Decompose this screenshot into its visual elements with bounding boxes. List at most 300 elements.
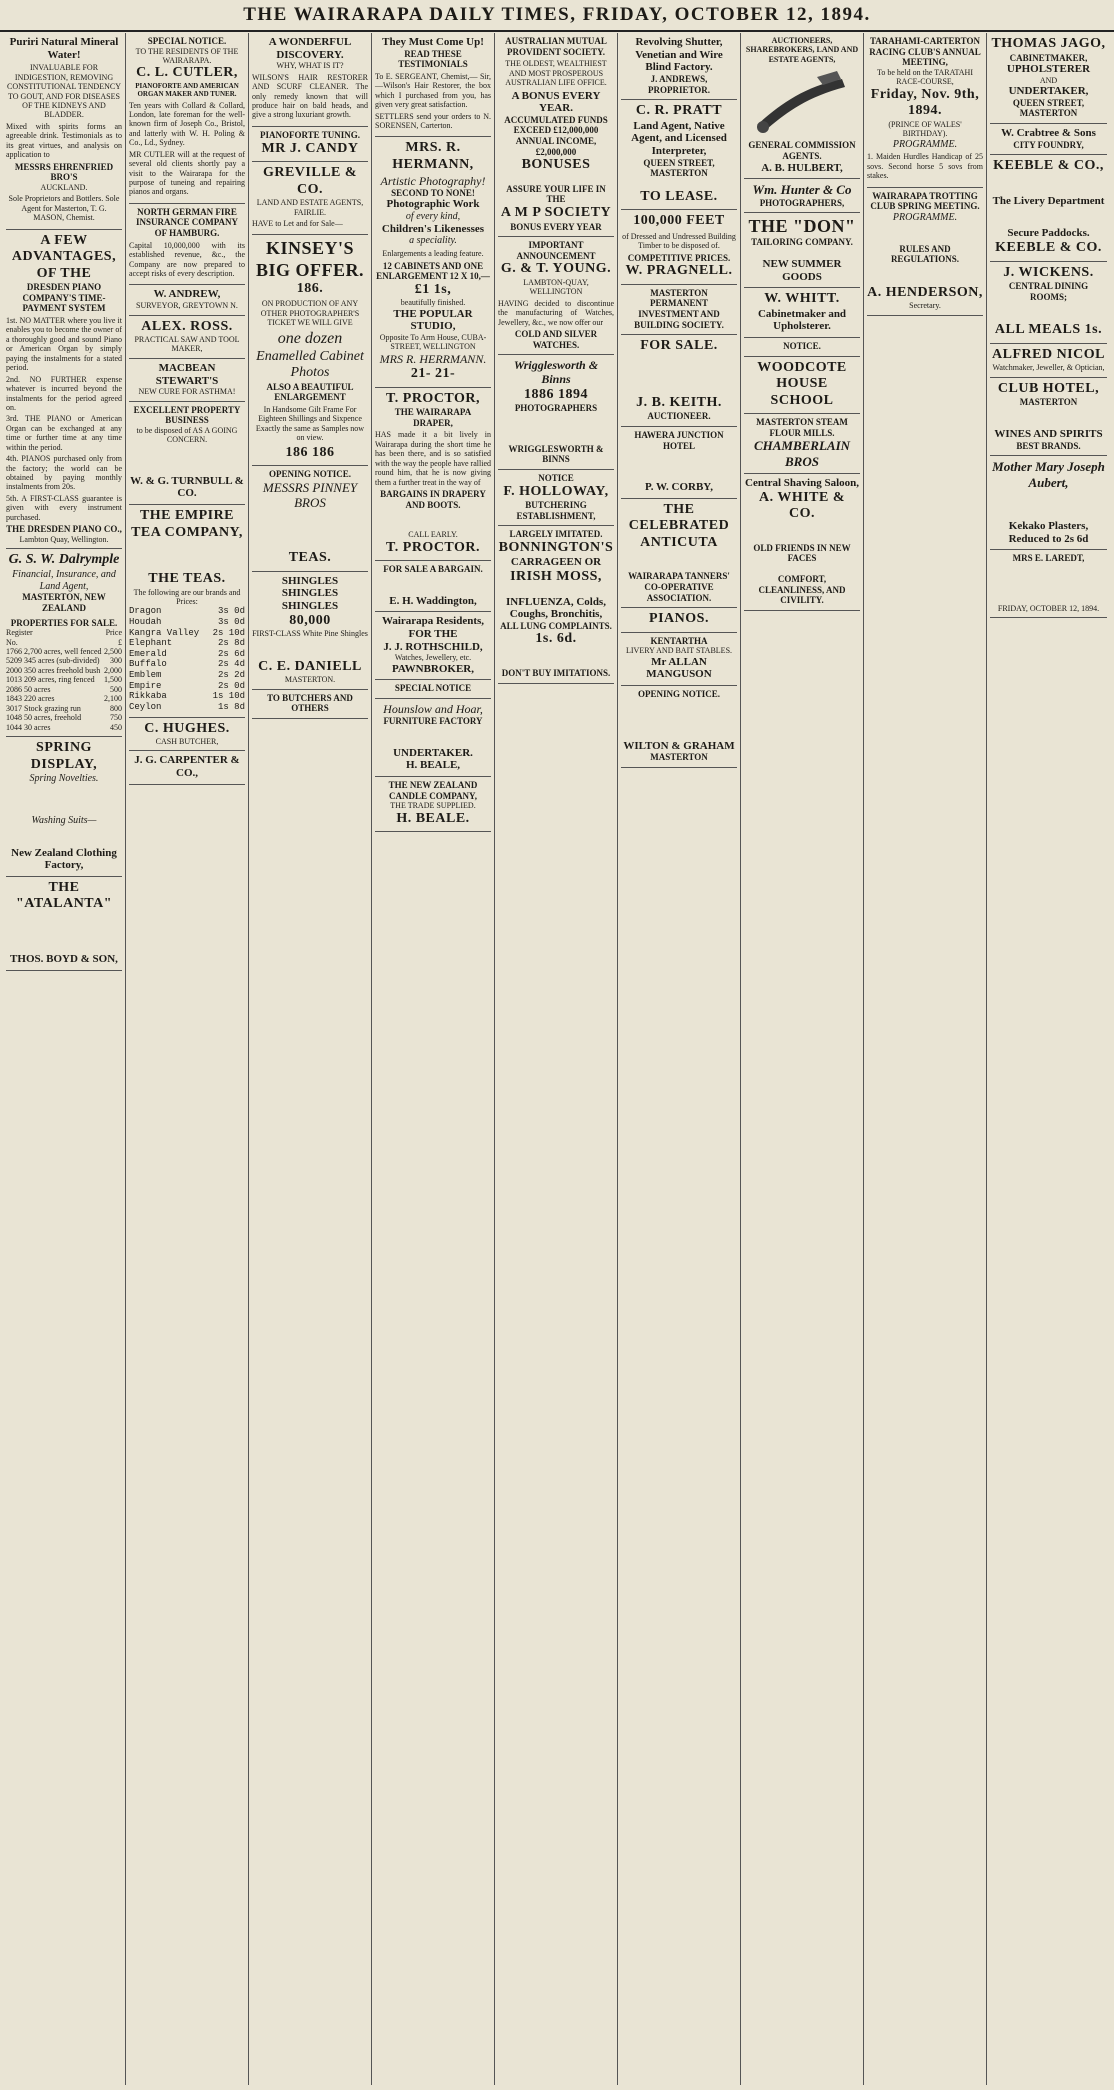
atalanta-ad: [6, 877, 122, 971]
ad-price: £1 1s,: [414, 281, 452, 297]
property-row-label: 2086 50 acres: [6, 684, 51, 694]
ad-subheading: CENTRAL DINING ROOMS;: [1008, 281, 1089, 302]
ad-heading: A WONDERFUL DISCOVERY.: [268, 36, 352, 61]
ad-subheading: to be disposed of AS A GOING CONCERN.: [136, 425, 238, 445]
studio-address: Opposite To Arm House, CUBA-STREET, WELLINGTON: [379, 333, 487, 352]
ross-ad: [129, 316, 245, 359]
hunter-ad: [744, 179, 860, 213]
ad-text: 5th. A FIRST-CLASS guarantee is given with every instrument purchased.: [6, 493, 122, 522]
ad-heading: AUSTRALIAN MUTUAL PROVIDENT SOCIETY.: [505, 36, 607, 57]
proctor-ad: [375, 388, 491, 562]
ad-text: beautifully finished.: [400, 298, 466, 308]
ad-heading: AUCTIONEERS, SHAREBROKERS, LAND AND ESTATE AGENTS,: [745, 36, 859, 64]
ad-and: AND: [1039, 75, 1058, 85]
column-4: [372, 33, 495, 2085]
ad-assure: ASSURE YOUR LIFE IN THE: [506, 183, 606, 205]
washing-suits: Washing Suits—: [31, 814, 97, 826]
masthead-title: THE WAIRARAPA DAILY TIMES, FRIDAY, OCTOBER 12, 1894.: [243, 4, 871, 25]
property-row-label: 1048 50 acres, freehold: [6, 713, 82, 723]
ad-subheading: Artistic Photography!: [380, 173, 486, 188]
hughes-ad: [129, 718, 245, 752]
ad-cures: ALL LUNG COMPLAINTS.: [500, 620, 612, 631]
tea-price-row-value: 2s 0d: [217, 680, 245, 691]
property-row: [6, 704, 122, 713]
ad-heading: PIANOFORTE TUNING.: [259, 129, 361, 140]
ad-society: A M P SOCIETY: [500, 204, 612, 220]
tea-price-row: [129, 659, 245, 670]
wrigglesworth-ad: [498, 355, 614, 470]
ad-heading: PIANOS.: [649, 611, 709, 627]
ad-heading: MACBEAN STEWART'S: [155, 361, 219, 387]
tea-price-row-label: Rikkaba: [129, 691, 167, 702]
ad-text: SETTLERS send your orders to N. SORENSEN, Carterton.: [375, 111, 491, 131]
ad-trade: PAWNBROKER,: [392, 662, 474, 675]
ad-heading: TO BUTCHERS AND OTHERS: [267, 692, 353, 714]
dalrymple-ad: [6, 549, 122, 737]
ad-name: J. B. KEITH.: [636, 394, 722, 410]
column-7: [741, 33, 864, 2085]
ad-heading: Puriri Natural Mineral Water!: [9, 36, 119, 61]
clothing-factory: New Zealand Clothing Factory,: [11, 846, 117, 872]
property-row-value: 2,100: [104, 694, 122, 704]
property-row-label: No.: [6, 637, 18, 647]
property-row-label: 3017 Stock grazing run: [6, 703, 81, 713]
ad-quantity: 80,000: [289, 612, 331, 628]
company-place: Lambton Quay, Wellington.: [19, 534, 109, 544]
ad-name: A. WHITE & CO.: [758, 489, 846, 522]
ad-subheading: LAND AND ESTATE AGENTS, FAIRLIE.: [256, 198, 364, 217]
candle-ad: [375, 777, 491, 832]
page-footer-date: FRIDAY, OCTOBER 12, 1894.: [997, 603, 1100, 613]
ad-heading: FOR SALE A BARGAIN.: [383, 564, 483, 575]
ad-slogan: SECOND TO NONE!: [391, 187, 475, 198]
ad-heading: J. G. CARPENTER & CO.,: [134, 754, 240, 780]
ad-funds: ACCUMULATED FUNDS EXCEED £12,000,000: [504, 114, 608, 136]
ad-heading: FOR SALE.: [640, 338, 718, 354]
ad-heading: OPENING NOTICE.: [268, 469, 351, 480]
ad-subheading: CARRAGEEN OR: [510, 556, 602, 569]
ad-heading: GREVILLE & CO.: [262, 165, 358, 197]
shutter-factory-ad: [621, 33, 737, 100]
ad-name: G. & T. YOUNG.: [500, 261, 612, 277]
ad-heading: Central Shaving Saloon,: [745, 477, 859, 490]
kinsey-ad: [252, 235, 368, 466]
ad-name: A. B. HULBERT,: [761, 161, 843, 174]
teas-label: The following are our brands and Prices:: [133, 587, 241, 606]
programme-heading: PROGRAMME.: [892, 211, 958, 223]
ad-offer: one dozen: [277, 329, 343, 347]
ad-trade: AUCTIONEER.: [647, 411, 711, 422]
ad-place: LAMBTON-QUAY, WELLINGTON: [523, 277, 589, 297]
ad-heading: Mother Mary Joseph Aubert,: [992, 459, 1105, 490]
ad-subheading: A BONUS EVERY YEAR.: [511, 89, 601, 115]
shaving-saloon-ad: [744, 474, 860, 611]
ad-text: 3rd. THE PIANO or American Organ can be exchanged at any time or further time at any time within the period.: [6, 414, 122, 452]
ad-trade: PHOTOGRAPHERS: [514, 403, 598, 414]
crabtree-ad: [990, 124, 1107, 155]
ad-heading: THE CELEBRATED ANTICUTA: [628, 501, 730, 550]
ad-price-line: 12 CABINETS AND ONE ENLARGEMENT 12 X 10,—: [376, 260, 490, 282]
ad-number: 21- 21-: [410, 366, 456, 382]
north-german-ad: [129, 204, 245, 286]
ad-offer: ALSO A BEAUTIFUL ENLARGEMENT: [266, 381, 354, 403]
newspaper-columns: [3, 33, 1110, 2085]
ad-text: HAS made it a bit lively in Wairarapa during the short time he has been there, and is so satisfied with the way the people have rallied round him, that he is now giving them a further treat in the way of: [375, 430, 491, 487]
rothschild-ad: [375, 612, 491, 680]
ad-name: C. L. CUTLER,: [136, 65, 238, 81]
ad-offer: BARGAINS IN DRAPERY AND BOOTS.: [380, 488, 486, 510]
trotting-club-ad: [867, 188, 983, 316]
ad-name: MESSRS PINNEY BROS: [262, 479, 358, 510]
property-row: [6, 723, 122, 732]
ad-heading: W. Crabtree & Sons: [1001, 127, 1096, 140]
ad-heading: HAWERA JUNCTION HOTEL: [634, 429, 724, 451]
puriri-water-ad: [6, 33, 122, 230]
tea-price-row: [129, 670, 245, 681]
ad-subheading: THE TRADE SUPPLIED.: [390, 801, 476, 811]
cutler-ad: [129, 33, 245, 204]
ad-heading: SPECIAL NOTICE.: [147, 36, 227, 46]
company-name: THE DRESDEN PIANO CO.,: [6, 524, 122, 535]
column-6: [618, 33, 741, 2085]
ad-text: WILSON'S HAIR RESTORER AND SCURF CLEANER. The only remedy known that will produce hair on bald heads, and give a strong luxuriant growth.: [252, 72, 368, 120]
ad-offer: BEST BRANDS.: [1016, 440, 1081, 451]
tea-price-row: [129, 691, 245, 702]
tea-price-row-label: Dragon: [129, 606, 162, 617]
ad-subheading: Watches, Jewellery, etc.: [394, 653, 472, 663]
ad-heading: EXCELLENT PROPERTY BUSINESS: [133, 404, 241, 426]
ad-name: WILTON & GRAHAM: [623, 739, 735, 752]
ad-trade: UNDERTAKER.: [393, 746, 473, 759]
ad-heading: MRS. R. HERMANN,: [392, 140, 474, 172]
ad-heading: LARGELY IMITATED.: [509, 529, 603, 540]
ad-text: Ten years with Collard & Collard, London, late foreman for the well-known firm of Joseph Co., Bristol, and latterly with W. H. Poling & Co., Ld., Sydney.: [129, 100, 245, 148]
ad-subheading: Watchmaker, Jeweller, & Optician,: [992, 363, 1105, 373]
ad-trade: UPHOLSTERER: [1006, 63, 1091, 76]
property-row-label: Register: [6, 628, 33, 638]
carpenter-ad: [129, 751, 245, 784]
ad-subheading: READ THESE TESTIMONIALS: [398, 48, 468, 70]
ad-bonus: BONUS EVERY YEAR: [510, 221, 602, 232]
tea-price-row-value: 2s 8d: [217, 638, 245, 649]
newspaper-masthead: [0, 0, 1114, 32]
property-row: [6, 656, 122, 665]
column-8: [864, 33, 987, 2085]
ad-number: 186 186: [285, 444, 335, 460]
proprietor: MRS R. HERRMANN.: [379, 351, 487, 366]
pinney-ad: [252, 466, 368, 572]
ad-subheading: CASH BUTCHER,: [155, 737, 219, 747]
property-row-label: 1013 209 acres, ring fenced: [6, 675, 95, 685]
tea-price-row: [129, 617, 245, 628]
ad-heading: SPECIAL NOTICE: [394, 683, 472, 694]
timber-ad: [621, 210, 737, 285]
ad-name: W. PRAGNELL.: [625, 263, 733, 279]
ad-heading: W. ANDREW,: [153, 288, 221, 301]
ad-heading: SHINGLES: [281, 600, 339, 613]
ad-subheading: Land Agent, Native Agent, and Licensed Interpreter,: [631, 119, 727, 157]
tea-price-row-label: Elephant: [129, 638, 173, 649]
ad-heading: KEEBLE & CO.,: [993, 158, 1104, 174]
ad-years: 1886 1894: [524, 386, 588, 402]
hair-restorer-ad: [252, 33, 368, 127]
tea-price-row: [129, 638, 245, 649]
ad-proprietor: P. W. CORBY,: [645, 481, 713, 494]
ad-heading: THE NEW ZEALAND CANDLE COMPANY,: [388, 780, 478, 801]
property-row-label: 1843 220 acres: [6, 694, 55, 704]
ad-subheading: FURNITURE FACTORY: [383, 716, 483, 727]
tea-price-row-value: 1s 10d: [212, 691, 245, 702]
ad-signature: T. PROCTOR.: [385, 539, 481, 555]
empire-tea-ad: [129, 505, 245, 718]
ad-heading: THE "ATALANTA": [16, 879, 112, 912]
young-ad: [498, 237, 614, 355]
property-row-value: 800: [110, 703, 122, 713]
ad-subheading: THE WAIRARAPA DRAPER,: [394, 407, 472, 428]
property-business-ad: [129, 402, 245, 505]
property-row: [6, 713, 122, 722]
ad-place: MASTERTON: [1019, 397, 1078, 408]
tea-price-row-label: Kangra Valley: [129, 627, 200, 638]
ad-text: ON PRODUCTION OF ANY OTHER PHOTOGRAPHER'S TICKET WE WILL GIVE: [260, 299, 360, 328]
ad-slogan: COMFORT, CLEANLINESS, AND CIVILITY.: [758, 573, 846, 606]
ad-subheading: LIVERY AND BAIT STABLES.: [625, 646, 733, 656]
ad-heading: Revolving Shutter, Venetian and Wire Blind Factory.: [635, 36, 723, 74]
property-row: [6, 685, 122, 694]
ad-slogan: OLD FRIENDS IN NEW FACES: [753, 542, 851, 564]
don-tailoring-ad: [744, 213, 860, 288]
ad-subheading: FIRST-CLASS White Pine Shingles: [252, 629, 368, 639]
ad-name: MR J. CANDY: [261, 140, 359, 156]
ad-heading: NORTH GERMAN FIRE INSURANCE COMPANY OF HAMBURG.: [135, 206, 239, 239]
club-hotel-ad: [990, 378, 1107, 456]
agent-name: MESSRS EHRENFRIED BRO'S: [14, 161, 114, 183]
sole-agent: Sole Proprietors and Bottlers. Sole Agent for Masterton, T. G. MASON, Chemist.: [8, 194, 120, 223]
column-9: [987, 33, 1110, 2085]
ad-heading: ALEX. ROSS.: [141, 318, 233, 334]
ad-heading: THOMAS JAGO,: [991, 36, 1106, 51]
ad-subheading: PRACTICAL SAW AND TOOL MAKER,: [134, 335, 240, 354]
ad-text: 4th. PIANOS purchased only from the factory; the world can be obtained by paying monthly instalments from 20s.: [6, 454, 122, 492]
hermann-photography-ad: [375, 137, 491, 387]
tea-price-row-label: Emerald: [129, 648, 167, 659]
column-2: [126, 33, 249, 2085]
property-row-value: 300: [110, 656, 122, 666]
ad-heading: IMPORTANT ANNOUNCEMENT: [516, 240, 596, 261]
tea-price-row-label: Buffalo: [129, 659, 167, 670]
ad-offer: COLD AND SILVER WATCHES.: [514, 329, 598, 350]
properties-heading: PROPERTIES FOR SALE.: [10, 617, 118, 628]
property-row: [6, 694, 122, 703]
ad-heading: G. S. W. Dalrymple: [8, 552, 120, 568]
hounslow-ad: [375, 699, 491, 777]
ad-subheading: Financial, Insurance, and Land Agent,: [12, 568, 116, 592]
ad-text: CALL EARLY.: [408, 530, 458, 540]
ad-subheading: NEW CURE FOR ASTHMA!: [138, 387, 236, 397]
ad-text: Capital 10,000,000 with its established revenue, &c., the Company are now prepared to accept risks of every description.: [129, 240, 245, 279]
irish-moss-ad: [498, 526, 614, 683]
pratt-ad: [621, 100, 737, 210]
jago-ad: [990, 33, 1107, 124]
laredt-ad: [990, 550, 1107, 618]
ad-lease: TO LEASE.: [640, 188, 718, 204]
ad-heading: J. WICKENS.: [1003, 264, 1094, 280]
ad-trade: PIANOFORTE AND AMERICAN ORGAN MAKER AND TUNER.: [135, 82, 239, 99]
ad-subheading: DRESDEN PIANO COMPANY'S TIME-PAYMENT SYSTEM: [22, 282, 106, 314]
ad-bonuses: BONUSES: [521, 157, 591, 173]
tea-price-row-value: 3s 0d: [217, 606, 245, 617]
asthma-ad: [129, 359, 245, 402]
testimonials-ad: [375, 33, 491, 137]
ad-heading: TARAHAMI-CARTERTON RACING CLUB'S ANNUAL MEETING,: [869, 36, 981, 68]
ad-text: Enlargements a leading feature.: [382, 249, 484, 259]
property-row-label: 1766 2,700 acres, well fenced: [6, 647, 102, 657]
tea-price-row-label: Houdah: [129, 617, 162, 628]
nicol-ad: [990, 344, 1107, 378]
property-row: [6, 638, 122, 647]
tea-price-row-value: 1s 8d: [217, 701, 245, 712]
ad-subheading: BUTCHERING ESTABLISHMENT,: [516, 500, 596, 521]
ad-name: F. HOLLOWAY,: [503, 483, 609, 499]
ad-name: E. H. Waddington,: [389, 594, 477, 607]
keeble-ad: [990, 155, 1107, 261]
ad-place: QUEEN STREET, MASTERTON: [1012, 97, 1085, 119]
ad-subheading: CITY FOUNDRY,: [1013, 139, 1084, 150]
ad-name: Mr ALLAN MANGUSON: [646, 655, 712, 681]
ad-heading: MASTERTON STEAM FLOUR MILLS.: [756, 417, 848, 438]
livery-ad: [621, 633, 737, 686]
ad-subheading: GENERAL COMMISSION AGENTS.: [748, 140, 856, 161]
wickens-ad: [990, 262, 1107, 344]
ad-name: C. E. DANIELL: [258, 658, 362, 674]
tea-price-row-value: 2s 10d: [212, 627, 245, 638]
property-row-value: 2,000: [104, 665, 122, 675]
ad-role: Secretary.: [909, 301, 941, 311]
hulbert-ad: [744, 33, 860, 179]
property-row-label: 1044 30 acres: [6, 722, 51, 732]
property-row-value: 500: [110, 684, 122, 694]
ad-heading: Wm. Hunter & Co: [752, 182, 852, 198]
property-row-value: 1,500: [104, 675, 122, 685]
building-society-ad: [621, 285, 737, 335]
studio-name: THE POPULAR STUDIO,: [393, 307, 473, 333]
piano-tuning-ad: [252, 127, 368, 162]
programme-heading: PROGRAMME.: [892, 138, 958, 150]
ad-heading: THE "DON": [748, 216, 856, 237]
ad-text: of Dressed and Undressed Building Timber to be disposed of.: [622, 231, 736, 251]
ad-signature: KEEBLE & CO.: [995, 240, 1102, 256]
ad-text: 1st. NO MATTER where you live it enables you to become the owner of a thoroughly good and sound Piano or American Organ by simply paying the instalments for a stated period.: [6, 316, 122, 373]
ad-offer: Children's Likenesses: [381, 222, 485, 235]
ad-subheading: TEAS.: [288, 550, 332, 566]
ad-offer: WINES AND SPIRITS: [994, 427, 1103, 440]
ad-signature: H. BEALE.: [396, 810, 470, 826]
ad-warning: DON'T BUY IMITATIONS.: [501, 667, 611, 678]
property-row: [6, 628, 122, 637]
ad-price: Reduced to 2s 6d: [1008, 532, 1089, 545]
ad-offer: Secure Paddocks.: [1007, 227, 1090, 240]
tea-price-row: [129, 702, 245, 713]
ad-income: ANNUAL INCOME, £2,000,000: [515, 136, 597, 157]
ad-heading: THE EMPIRE TEA COMPANY,: [131, 508, 243, 540]
ad-text: To E. SERGEANT, Chemist,— Sir,—Wilson's Hair Restorer, the box which I purchased from you, has given very great satisfaction.: [375, 71, 491, 110]
ad-offer: Photographic Work: [386, 198, 480, 211]
for-sale-ad: [621, 335, 737, 427]
ad-text: 1. Maiden Hurdles Handicap of 25 sovs. Second horse 5 sovs from stakes.: [867, 152, 983, 181]
hawera-hotel-ad: [621, 427, 737, 499]
woodcote-ad: [744, 357, 860, 415]
ad-heading: KENTARTHA: [650, 635, 708, 646]
property-row-value: 450: [110, 722, 122, 732]
ad-heading: Hounslow and Hoar,: [383, 701, 483, 716]
ad-heading: MRS E. LAREDT,: [1012, 553, 1085, 564]
ad-subheading: The Livery Department: [992, 194, 1105, 207]
property-row-value: 750: [110, 713, 122, 723]
ad-place: MASTERTON: [650, 752, 708, 763]
property-row-label: 5209 345 acres (sub-divided): [6, 656, 100, 666]
ad-heading: CLUB HOTEL,: [997, 380, 1100, 396]
ad-signature: A. HENDERSON,: [867, 284, 983, 300]
ad-heading: They Must Come Up!: [382, 36, 484, 48]
flour-mills-ad: [744, 414, 860, 474]
ad-number: 186.: [296, 280, 324, 296]
tea-price-row-value: 2s 6d: [217, 648, 245, 659]
ad-product: Kekako Plasters,: [1008, 519, 1089, 532]
column-3: [249, 33, 372, 2085]
ad-heading: ALFRED NICOL: [992, 346, 1105, 362]
tea-price-row-label: Emblem: [129, 670, 162, 681]
property-row-value: Price: [105, 628, 122, 638]
holloway-ad: [498, 470, 614, 526]
aubert-ad: [990, 456, 1107, 550]
ad-text: 2nd. NO FURTHER expense whatever is incurred beyond the instalments for the period agreed on.: [6, 374, 122, 412]
ad-place: QUEEN STREET, MASTERTON: [643, 157, 715, 179]
spring-display-ad: [6, 737, 122, 877]
anticuta-ad: [621, 499, 737, 608]
property-row-label: 2000 350 acres freehold bush: [6, 665, 101, 675]
ad-subheading: Spring Novelties.: [29, 773, 99, 785]
ad-heading: 100,000 FEET: [633, 213, 725, 229]
ad-offer: of every kind,: [405, 210, 461, 222]
ad-text: MR CUTLER will at the request of several old clients shortly pay a visit to the Wairarapa for the purpose of tuneing and repairing pianos and organs.: [129, 149, 245, 197]
property-row: [6, 675, 122, 684]
whitt-ad: [744, 288, 860, 338]
ad-cures: INFLUENZA, Colds, Coughs, Bronchitis,: [506, 595, 606, 621]
ad-prices: COMPETITIVE PRICES.: [627, 252, 731, 263]
opening-notice-ad: [621, 686, 737, 768]
ad-heading: KINSEY'S BIG OFFER.: [255, 238, 364, 280]
ad-subheading: SURVEYOR, GREYTOWN N.: [136, 301, 238, 311]
ad-text: INVALUABLE FOR INDIGESTION, REMOVING CONSTITUTIONAL TENDENCY TO GOUT, AND FOR DISEASES OF THE KIDNEYS AND BLADDER.: [7, 63, 121, 120]
tea-price-row-value: 3s 0d: [217, 617, 245, 628]
ad-heading: Wrigglesworth & Binns: [513, 358, 599, 387]
ad-trade: PHOTOGRAPHERS,: [759, 197, 845, 208]
ad-heading: OPENING NOTICE.: [637, 688, 720, 699]
properties-table: [6, 628, 122, 732]
ad-offer: a speciality.: [409, 235, 457, 247]
property-row: [6, 666, 122, 675]
ad-date: Friday, Nov. 9th, 1894.: [870, 86, 980, 119]
notice-ad: [744, 338, 860, 357]
ad-heading: NOTICE.: [783, 341, 821, 352]
tea-price-row-value: 2s 4d: [217, 659, 245, 670]
tea-price-row-label: Empire: [129, 680, 162, 691]
ad-text: HAVING decided to discontinue the manufacturing of Watches, Jewellery, &c., we now offer our: [498, 298, 614, 327]
property-row-value: £: [118, 637, 122, 647]
ad-offer: Enamelled Cabinet Photos: [256, 348, 364, 381]
ad-subheading: To be held on the TARATAHI RACE-COURSE,: [877, 67, 973, 87]
property-row-value: 2,500: [104, 647, 122, 657]
